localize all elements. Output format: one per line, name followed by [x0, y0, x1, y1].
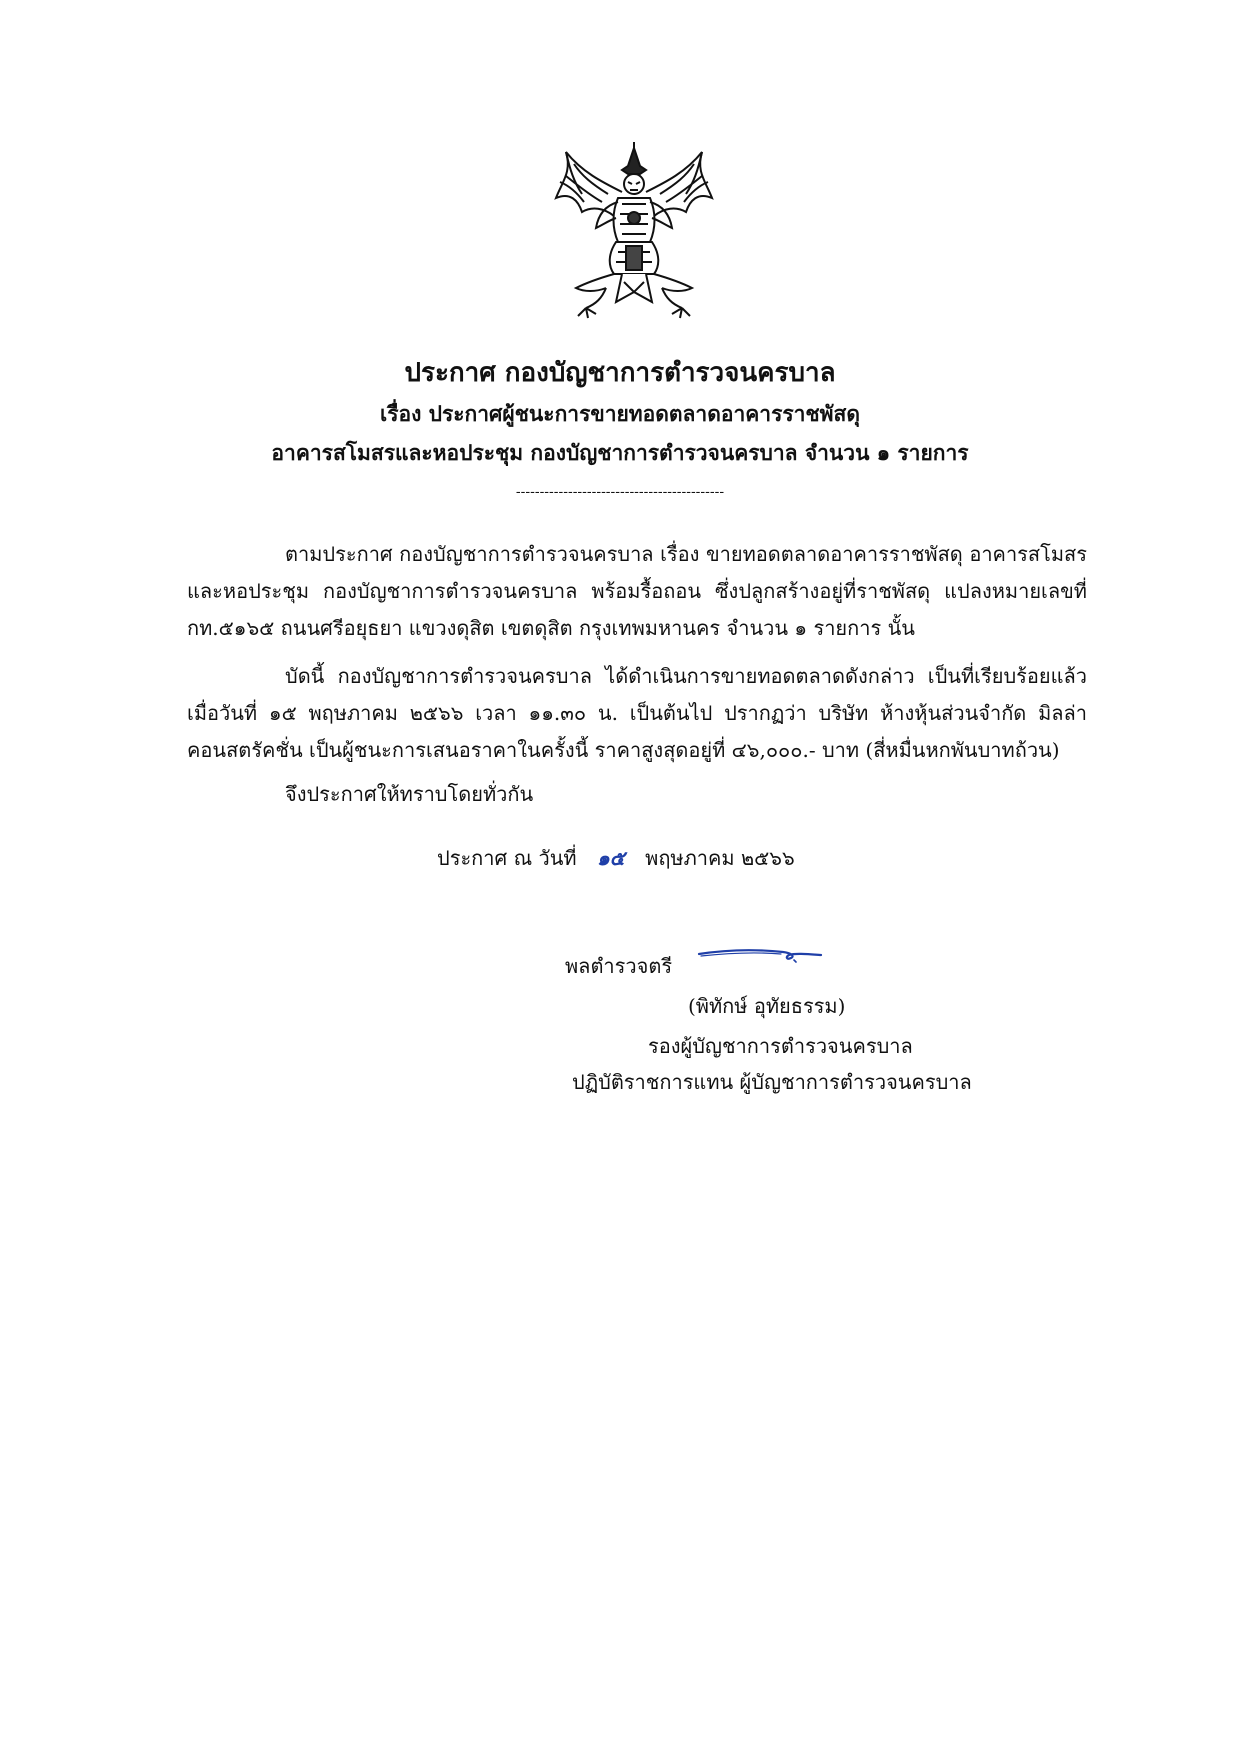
date-month-year: พฤษภาคม ๒๕๖๖	[645, 846, 795, 870]
date-prefix: ประกาศ ณ วันที่	[437, 846, 577, 870]
garuda-emblem-icon	[552, 142, 716, 322]
paragraph-2-line: บัดนี้ กองบัญชาการตำรวจนครบาล ได้ดำเนินการขายทอดตลาดดังกล่าว เป็นที่เรียบร้อยแล้ว	[285, 664, 1087, 688]
date-line	[437, 842, 795, 874]
announcement-subject: เรื่อง ประกาศผู้ชนะการขายทอดตลาดอาคารราชพัสดุ	[380, 401, 860, 426]
paragraph-2-line: เมื่อวันที่ ๑๕ พฤษภาคม ๒๕๖๖ เวลา ๑๑.๓๐ น. เป็นต้นไป ปรากฏว่า บริษัท ห้างหุ้นส่วนจำกัด มิลล่า	[187, 701, 1087, 725]
announcement-title: ประกาศ กองบัญชาการตำรวจนครบาล	[404, 358, 836, 388]
closing-statement: จึงประกาศให้ทราบโดยทั่วกัน	[285, 782, 534, 806]
signature-icon	[695, 940, 825, 970]
date-day-handwritten: ๑๕	[596, 846, 625, 870]
signatory-acting: ปฏิบัติราชการแทน ผู้บัญชาการตำรวจนครบาล	[572, 1070, 972, 1094]
paragraph-1-line: ตามประกาศ กองบัญชาการตำรวจนครบาล เรื่อง ขายทอดตลาดอาคารราชพัสดุ อาคารสโมสร	[285, 542, 1087, 566]
signatory-rank: พลตำรวจตรี	[565, 954, 673, 978]
signatory-position: รองผู้บัญชาการตำรวจนครบาล	[648, 1034, 913, 1058]
paragraph-2	[187, 658, 1087, 769]
announcement-subject-line2: อาคารสโมสรและหอประชุม กองบัญชาการตำรวจนครบาล จำนวน ๑ รายการ	[271, 440, 969, 465]
signatory-name: (พิทักษ์ อุทัยธรรม)	[688, 994, 846, 1018]
paragraph-1-line: กท.๕๑๖๕ ถนนศรีอยุธยา แขวงดุสิต เขตดุสิต กรุงเทพมหานคร จำนวน ๑ รายการ นั้น	[187, 616, 915, 640]
paragraph-2-line: คอนสตรัคชั่น เป็นผู้ชนะการเสนอราคาในครั้งนี้ ราคาสูงสุดอยู่ที่ ๔๖,๐๐๐.- บาท (สี่หมื่นหกพันบาทถ้วน)	[187, 738, 1060, 762]
paragraph-1-line: และหอประชุม กองบัญชาการตำรวจนครบาล พร้อมรื้อถอน ซึ่งปลูกสร้างอยู่ที่ราชพัสดุ แปลงหมายเลขที่	[187, 579, 1087, 603]
divider-rule: --------------------------------------------	[515, 484, 725, 500]
paragraph-1	[187, 536, 1087, 647]
